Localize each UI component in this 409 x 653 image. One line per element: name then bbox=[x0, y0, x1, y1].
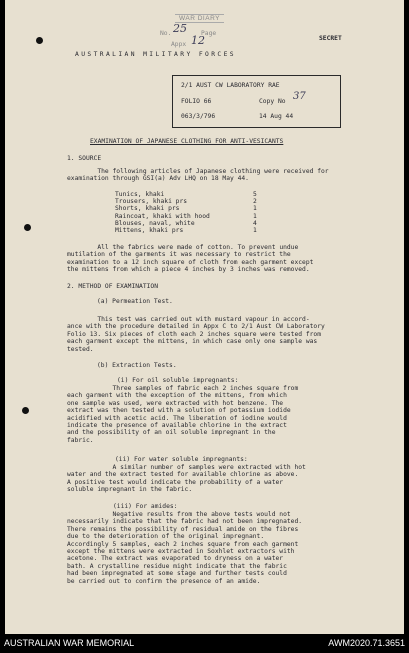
oil-soluble-heading: (i) For oil soluble impregnants: bbox=[117, 377, 239, 384]
punch-hole bbox=[22, 407, 29, 414]
amides-text: Negative results from the above tests would not necessarily indicate that the fabric had not been impregnated. There remains the possibility of residual amide on the fibres due to the deterioration of the original impregnant. Accordingly 5 samples, each 2 inches square from each garment except the mittens were extracted in Soxhlet extractors with acetone. The extract was evaporated to dryness on a water bath. A crystalline residue might indicate that the fabric had been impregnated at some stage and further tests could be carried out to confirm the presence of an amide. bbox=[67, 511, 303, 585]
handwritten-appx: 12 bbox=[191, 34, 205, 47]
section-2-heading: 2. METHOD OF EXAMINATION bbox=[67, 283, 158, 290]
water-soluble-text: A similar number of samples were extracted with hot water and the extract tested for available chlorine as above. A positive test would indicate the probability of a water soluble impregnant in the fabric. bbox=[67, 464, 306, 494]
footer-accession: AWM2020.71.3651 bbox=[328, 638, 405, 648]
clothing-list bbox=[115, 191, 257, 234]
permeation-test-heading: (a) Permeation Test. bbox=[97, 298, 173, 305]
footer-institution: AUSTRALIAN WAR MEMORIAL bbox=[4, 638, 135, 648]
appx-label: Appx bbox=[171, 41, 187, 48]
stamp-line1: 2/1 AUST CW LABORATORY RAE bbox=[181, 82, 280, 89]
war-diary-stamp: WAR DIARY bbox=[175, 14, 224, 23]
list-item: Shorts, khaki prs 1 bbox=[115, 205, 257, 213]
section-1-intro: The following articles of Japanese clothing were received for examination through GSI(a) Adv LHQ on 18 May 44. bbox=[67, 168, 329, 183]
stamp-date: 14 Aug 44 bbox=[259, 113, 294, 120]
handwritten-no: 25 bbox=[173, 22, 187, 35]
water-soluble-heading: (ii) For water soluble impregnants: bbox=[115, 456, 248, 463]
document-title: EXAMINATION OF JAPANESE CLOTHING FOR ANTI-VESICANTS bbox=[90, 138, 284, 145]
no-label: No. bbox=[160, 30, 172, 37]
organisation-heading: AUSTRALIAN MILITARY FORCES bbox=[75, 51, 236, 58]
secret-marking: SECRET bbox=[319, 35, 342, 42]
stamp-copy-no: 37 bbox=[293, 91, 306, 102]
amides-heading: (iii) For amides: bbox=[113, 503, 178, 510]
document-page bbox=[5, 0, 404, 634]
punch-hole bbox=[36, 37, 43, 44]
archive-footer bbox=[0, 634, 409, 653]
stamp-ref: 063/3/796 bbox=[181, 113, 216, 120]
section-1-paragraph: All the fabrics were made of cotton. To prevent undue mutilation of the garments it was necessary to restrict the examination to a 12 inch square of cloth from each garment except the mittens from which a piece 4 inches by 3 inches was removed. bbox=[67, 244, 314, 274]
list-item: Tunics, khaki 5 bbox=[115, 191, 257, 198]
extraction-tests-heading: (b) Extraction Tests. bbox=[97, 362, 177, 369]
laboratory-stamp bbox=[172, 75, 341, 128]
list-item: Mittens, khaki prs 1 bbox=[115, 227, 257, 235]
punch-hole bbox=[24, 224, 31, 231]
section-1-heading: 1. SOURCE bbox=[67, 155, 102, 162]
permeation-test-text: This test was carried out with mustard vapour in accord- ance with the procedure detailed in Appx C to 2/1 Aust CW Laboratory Folio 13. Six pieces of cloth each 2 inches square were tested from each garment except the mittens, in which case only one sample was tested. bbox=[67, 316, 325, 353]
oil-soluble-text: Three samples of fabric each 2 inches square from each garment with the exception of the mittens, from which one sample was used, were extracted with hot benzene. The extract was then tested with a solution of potassium iodide acidified with acetic acid. The liberation of iodine would indicate the presence of available chlorine in the extract and the possibility of an oil soluble impregnant in the fabric. bbox=[67, 385, 299, 444]
stamp-copy-label: Copy No bbox=[259, 98, 286, 105]
list-item: Raincoat, khaki with hood 1 bbox=[115, 212, 257, 220]
list-item: Blouses, naval, white 4 bbox=[115, 219, 257, 227]
stamp-folio: FOLIO 66 bbox=[181, 98, 212, 105]
list-item: Trousers, khaki prs 2 bbox=[115, 198, 257, 206]
page-label: Page bbox=[201, 30, 217, 37]
